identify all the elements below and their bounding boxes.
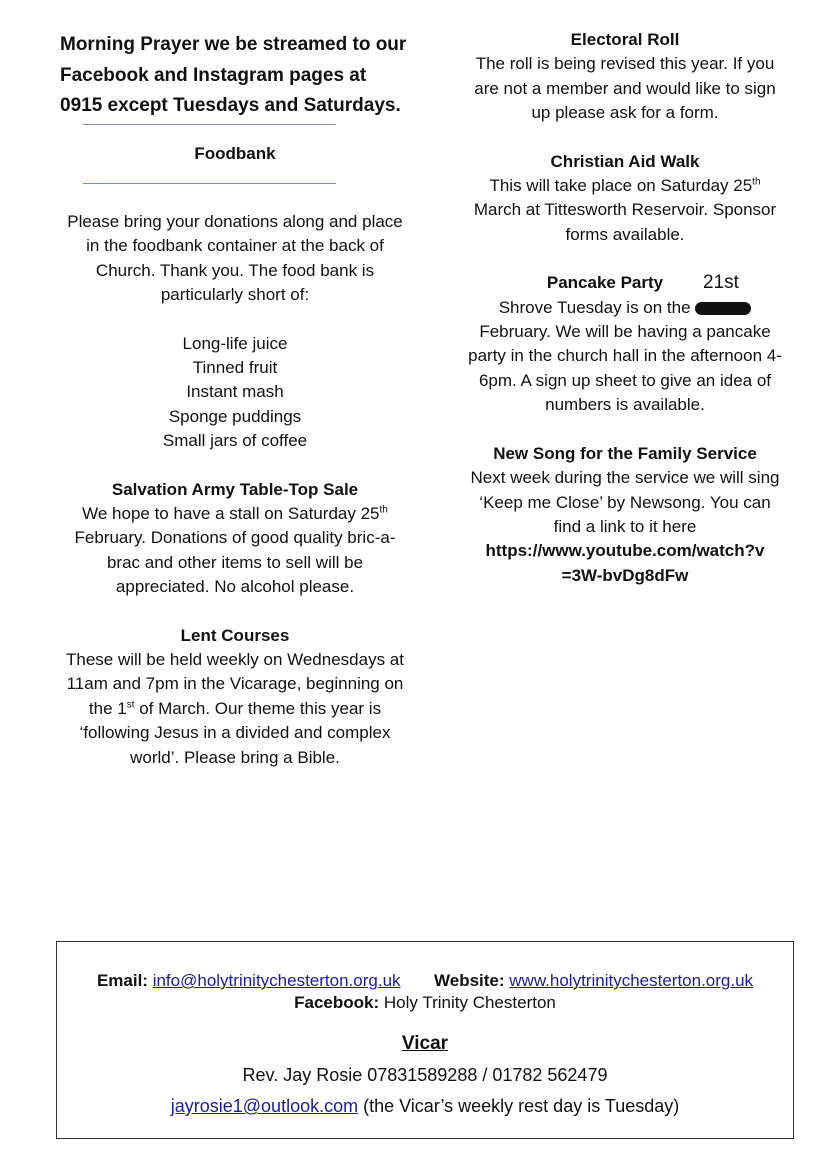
pancake-party-title: Pancake Party [546,273,664,293]
foodbank-item: Tinned fruit [192,357,278,377]
new-song-title: New Song for the Family Service [493,443,757,463]
new-song-body: Next week during the service we will sing ‘Keep me Close’ by Newsong. You can find a link to it here [470,468,780,536]
lent-courses-body: These will be held weekly on Wednesdays at 11am and 7pm in the Vicarage, beginning on the 1st of March. Our theme this year is ‘following Jesus in a divided and complex world’. Please bring a Bible. [66,650,404,767]
christian-aid-body: This will take place on Saturday 25th March at Tittesworth Reservoir. Sponsor forms available. [473,176,777,244]
handwritten-date: 21st [703,272,739,293]
foodbank-item: Small jars of coffee [162,431,308,451]
electoral-roll-title: Electoral Roll [570,30,680,49]
right-column [465,28,785,588]
youtube-link[interactable]: https://www.youtube.com/watch?v =3W-bvDg8dFw [485,541,765,585]
vicar-heading: Vicar [401,1033,449,1054]
contact-line: Email: info@holytrinitychesterton.org.uk Website: www.holytrinitychesterton.org.uk [96,971,754,990]
pancake-party-body: Shrove Tuesday is on the February. We will be having a pancake party in the church hall in the afternoon 4-6pm. A sign up sheet to give an idea of numbers is available. [468,297,782,415]
left-column [60,30,410,770]
vicar-contact: Rev. Jay Rosie 07831589288 / 01782 562479 [242,1065,608,1085]
morning-prayer-notice: Morning Prayer we be streamed to our Facebook and Instagram pages at 0915 except Tuesdays and Saturdays. [60,34,407,116]
email-link[interactable]: info@holytrinitychesterton.org.uk [152,971,401,990]
foodbank-item: Instant mash [186,382,284,402]
foodbank-title: Foodbank [194,143,276,163]
salvation-army-title: Salvation Army Table-Top Sale [111,479,359,499]
facebook-line: Facebook: Holy Trinity Chesterton [294,993,556,1012]
foodbank-item: Sponge puddings [168,406,302,426]
website-link[interactable]: www.holytrinitychesterton.org.uk [509,971,754,990]
christian-aid-title: Christian Aid Walk [550,151,700,171]
salvation-army-body: We hope to have a stall on Saturday 25th February. Donations of good quality bric-a-brac and other items to sell will be appreciated. No alcohol please. [74,503,396,597]
foodbank-item: Long-life juice [182,333,288,353]
contact-box [56,941,794,1139]
vicar-email-line: jayrosie1@outlook.com (the Vicar’s weekly rest day is Tuesday) [170,1096,680,1116]
electoral-roll-body: The roll is being revised this year. If you are not a member and would like to sign up please ask for a form. [474,54,776,123]
vicar-email-link[interactable]: jayrosie1@outlook.com [170,1096,359,1116]
foodbank-body: Please bring your donations along and place in the foodbank container at the back of Church. Thank you. The food bank is particularly short of: [67,211,403,305]
redaction-mark [695,302,751,315]
lent-courses-title: Lent Courses [180,625,290,645]
